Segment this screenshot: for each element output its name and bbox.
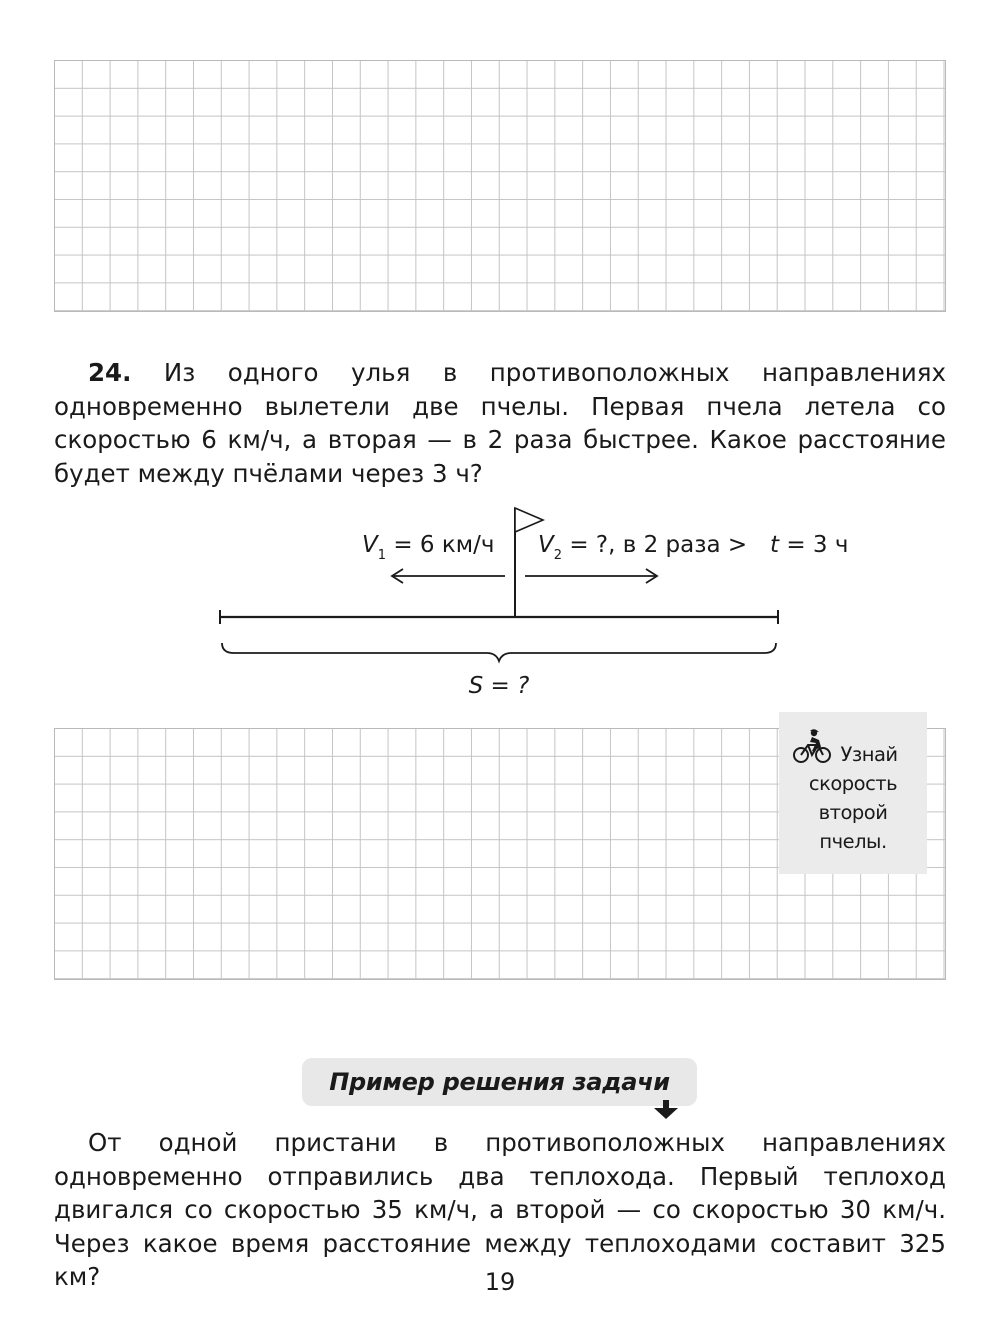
down-arrow-icon [653, 1100, 679, 1120]
motion-diagram [0, 500, 1000, 710]
hint-box [779, 712, 927, 874]
example-heading [302, 1058, 697, 1106]
distance-label: S = ? [468, 673, 530, 699]
v1-label [362, 532, 494, 563]
v1-symbol: V [362, 532, 378, 558]
time-label [770, 532, 848, 558]
t-value: = 3 ч [779, 532, 849, 558]
example-problem-text: От одной пристани в противоположных направлениях одновременно отправились два теплохода. Первый теплоход двигался со скоростью 35 км/ч, а второй — со скоростью 30 км/ч. Через какое время расстояние между теплоходами составит 325 км? [54, 1128, 946, 1291]
v2-symbol: V [538, 532, 554, 558]
v1-subscript: 1 [377, 548, 387, 563]
distance-brace [222, 643, 776, 661]
v2-value: = ?, в 2 раза > [562, 532, 748, 558]
t-symbol: t [770, 532, 780, 558]
page-number: 19 [484, 1268, 516, 1296]
example-heading-text: Пример решения задачи [329, 1068, 670, 1096]
answer-grid-top [54, 60, 946, 312]
problem-number: 24. [88, 358, 132, 387]
flag-icon [515, 508, 543, 532]
hint-text: Узнай скорость второй пчелы. [808, 743, 898, 853]
problem-statement: Из одного улья в противоположных направлениях одновременно вылетели две пчелы. Первая пчела летела со скоростью 6 км/ч, а вторая — в 2 раза быстрее. Какое расстояние будет между пчёлами через 3 ч? [54, 358, 946, 488]
v2-label [538, 532, 747, 563]
v1-value: = 6 км/ч [386, 532, 495, 558]
problem-24-text [54, 356, 946, 490]
v2-subscript: 2 [553, 548, 563, 563]
